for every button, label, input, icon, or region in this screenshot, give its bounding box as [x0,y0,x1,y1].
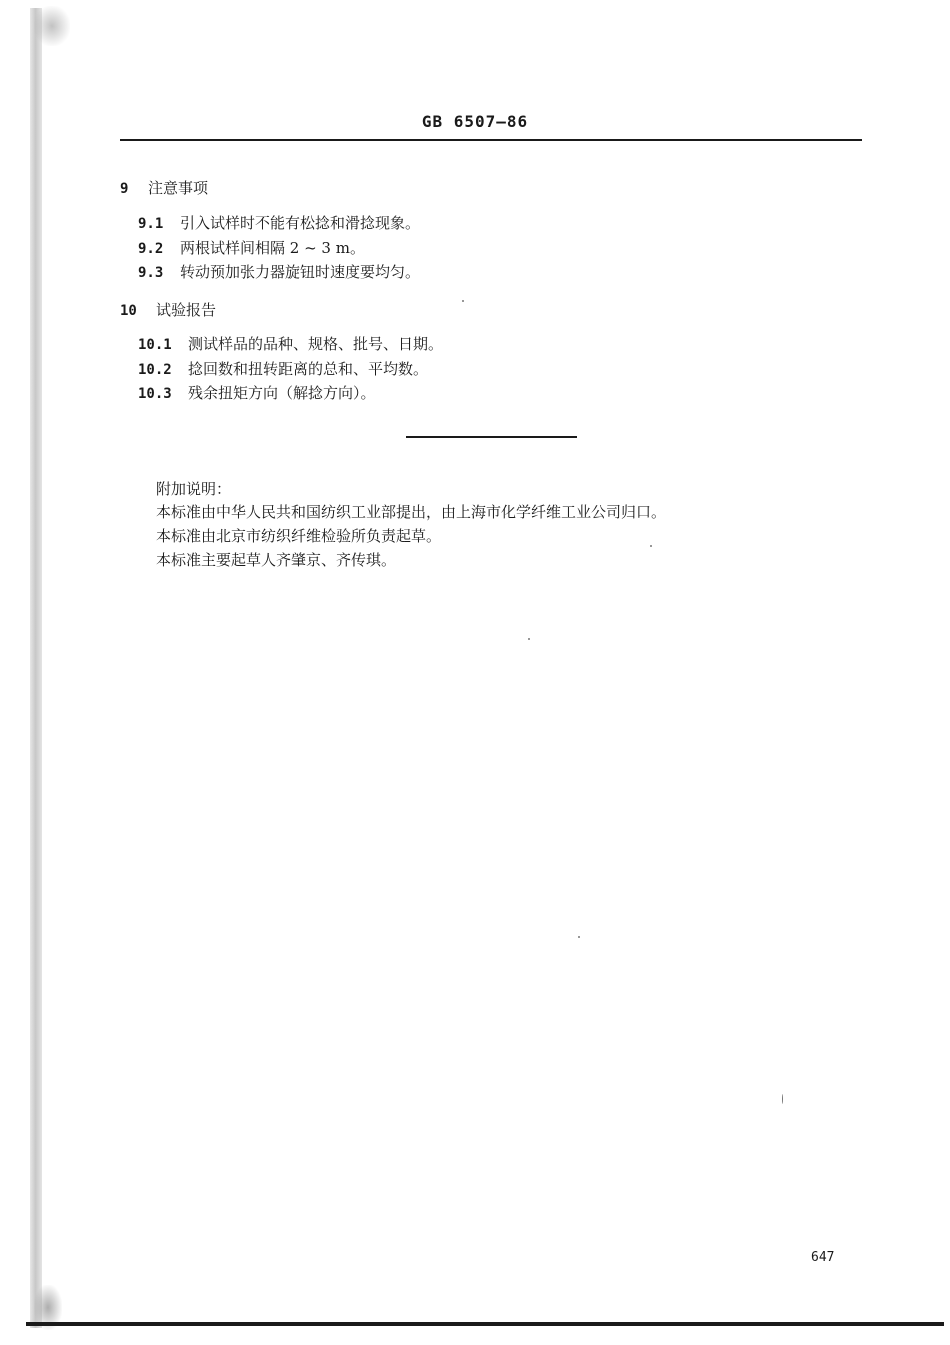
item-text: 捻回数和扭转距离的总和、平均数。 [188,360,429,378]
item-number: 10.1 [138,337,172,353]
item-text: 残余扭矩方向（解捻方向）。 [188,384,376,402]
item-number: 10.3 [138,386,172,402]
list-item [138,238,365,259]
item-number: 9.1 [138,216,164,232]
section-title: 注意事项 [148,179,209,197]
scan-bottom-edge [26,1322,944,1326]
page-number: 647 [811,1250,835,1265]
section-title: 试验报告 [156,301,217,319]
list-item [138,359,428,380]
scan-speck [462,300,464,302]
note-line: 本标准由北京市纺织纤维检验所负责起草。 [156,527,442,545]
item-number: 9.2 [138,241,164,257]
notes-heading: 附加说明： [156,480,232,498]
section-number: 10 [120,303,137,319]
scan-speck [578,936,580,938]
list-item [138,262,420,283]
item-number: 10.2 [138,362,172,378]
section-number: 9 [120,181,129,197]
end-divider [406,436,577,438]
list-item [138,334,443,355]
scan-top-smudge [34,6,70,46]
item-number: 9.3 [138,265,164,281]
scan-left-edge [30,8,42,1328]
document-code-header: GB 6507—86 [421,112,529,131]
list-item [138,383,376,404]
scan-speck [528,638,530,640]
list-item [138,213,420,234]
item-text: 引入试样时不能有松捻和滑捻现象。 [180,214,421,232]
item-text: 两根试样间相隔 2 ~ 3 m。 [180,239,365,257]
section-heading [120,300,216,321]
note-line: 本标准由中华人民共和国纺织工业部提出，由上海市化学纤维工业公司归口。 [156,503,667,521]
section-heading [120,178,208,199]
item-text: 测试样品的品种、规格、批号、日期。 [188,335,444,353]
item-text: 转动预加张力器旋钮时速度要均匀。 [180,263,421,281]
scan-speck [782,1094,783,1104]
note-line: 本标准主要起草人齐肇京、齐传琪。 [156,551,397,569]
scan-speck [650,545,652,547]
header-rule [120,139,862,141]
